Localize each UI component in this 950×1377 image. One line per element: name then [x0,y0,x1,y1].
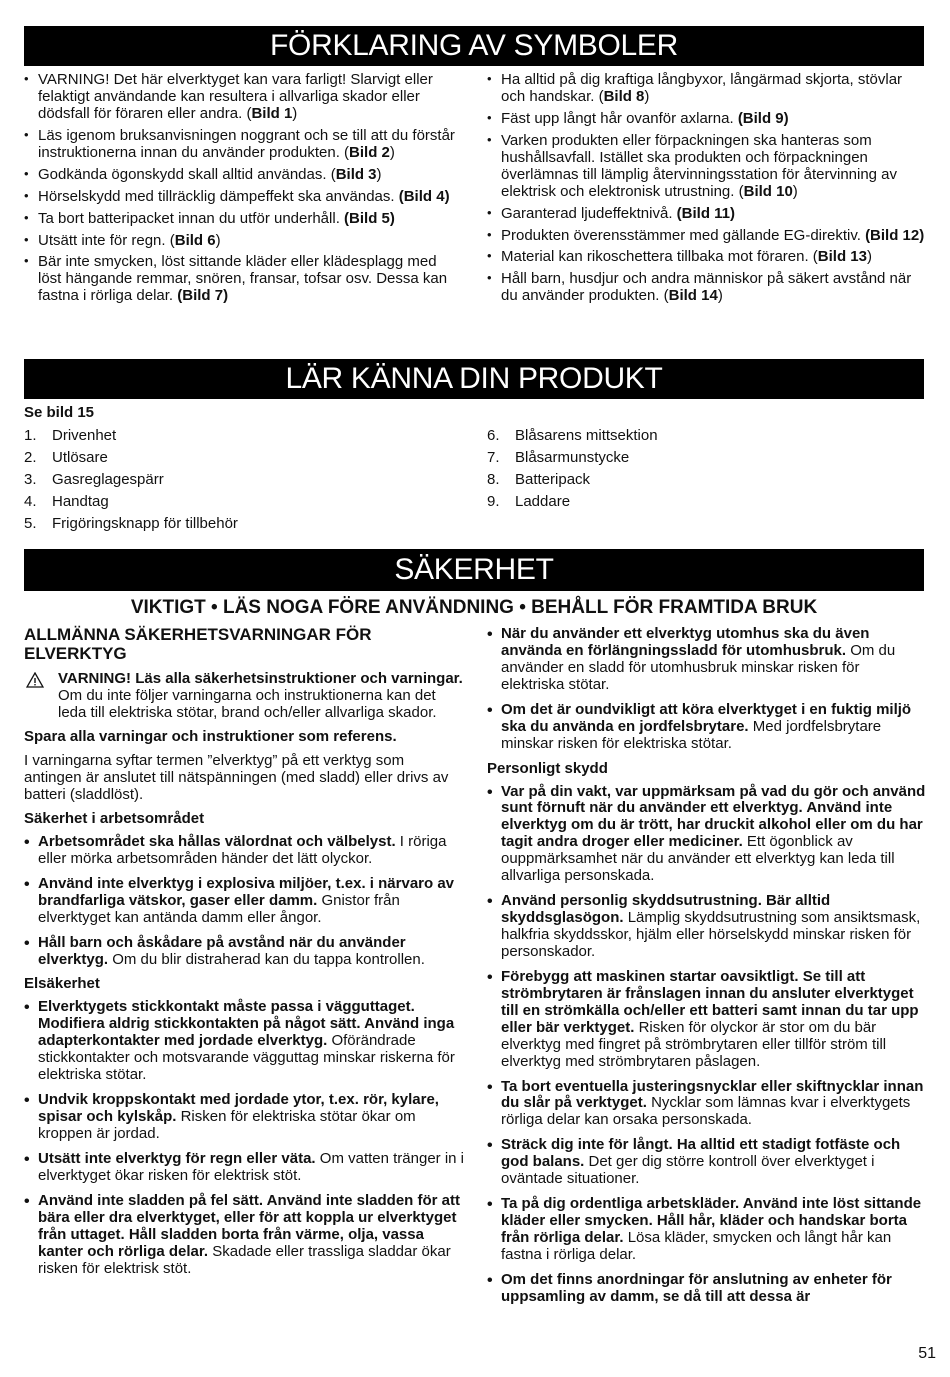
part-label: Handtag [52,492,109,510]
section-banner-product [24,359,924,399]
section-title-safety: SÄKERHET [394,553,554,586]
figure-ref: (Bild 7) [177,287,229,305]
symbol-text: Varken produkten eller förpackningen ska hanteras som hushållsavfall. Istället ska produkten och förpackningen överlämnas till lämplig återvinningsstation för återvinning av elektrisk och elektronisk utrustning. ( [501,131,898,200]
part-label: Blåsarmunstycke [515,448,630,466]
figure-ref: (Bild 4) [398,187,450,205]
part-item [487,494,927,511]
important-strip: VIKTIGT • LÄS NOGA FÖRE ANVÄNDNING • BEHÅLL FÖR FRAMTIDA BRUK [130,597,818,618]
symbol-text-end: ) [292,104,298,122]
personal-list [487,784,927,1306]
symbol-item [24,72,464,123]
safety-item-bold: Sträck dig inte för långt. Ha alltid ett stadigt fotfäste och god balans. [501,1136,901,1171]
symbol-item [24,189,464,206]
part-label: Batteripack [515,470,591,488]
part-item [487,450,927,467]
part-number: 3. [24,470,37,488]
part-number: 9. [487,492,500,510]
safety-item [24,1092,464,1143]
safety-item-text: Gnistor från elverktyget kan antända damm eller ångor. [38,891,400,926]
symbol-text: Läs igenom bruksanvisningen noggrant och se till att du förstår instruktionerna innan du använder produkten. ( [38,126,455,161]
symbol-text: Utsätt inte för regn. ( [38,231,175,249]
safety-item [487,626,927,694]
symbol-item [24,167,464,184]
symbol-text: Ta bort batteripacket innan du utför underhåll. [38,209,345,227]
section-banner-safety [24,549,924,591]
symbol-text-end: ) [215,231,221,249]
safety-item-text: Om du blir distraherad kan du tappa kontrollen. [108,950,425,968]
symbol-text: Håll barn, husdjur och andra människor på säkert avstånd när du använder produkten. ( [501,270,912,305]
safety-item-text: Ett ögonblick av ouppmärksamhet när du använder ett elverktyg kan leda till allvarliga personskada. [501,833,895,885]
symbol-text-end: ) [376,165,382,183]
part-item [24,428,464,445]
figure-ref: Bild 1 [251,104,293,122]
term-definition: I varningarna syftar termen ”elverktyg” på ett verktyg som antingen är anslutet till nätspänningen (med sladd) eller drivs av batteri (sladdlöst). [24,752,449,803]
symbol-item [24,211,464,228]
safety-item-bold: Använd personlig skyddsutrustning. Bär alltid skyddsglasögon. [501,892,831,927]
outdoor-list [487,626,927,753]
figure-ref: Bild 10 [743,182,793,200]
safety-item-text: Oförändrade stickkontakter och motsvarande vägguttag minskar riskerna för elektriska stötar. [38,1032,455,1084]
symbol-text: Fäst upp långt hår ovanför axlarna. [501,109,738,127]
symbol-text: Garanterad ljudeffektnivå. [501,204,677,222]
symbol-text: Produkten överensstämmer med gällande EG-direktiv. [501,226,866,244]
parts-list-left [24,428,464,533]
safety-item [487,1272,927,1306]
safety-item-bold: När du använder ett elverktyg utomhus ska du även använda en förlängningssladd för utomhusbruk. [501,625,870,659]
symbol-item [24,128,464,162]
safety-item [487,1137,927,1188]
part-number: 4. [24,492,37,510]
part-label: Drivenhet [52,426,117,444]
figure-ref: Bild 14 [668,287,718,305]
part-number: 1. [24,426,37,444]
figure-ref: Bild 3 [335,165,377,183]
safety-item [24,1193,464,1278]
part-item [487,472,927,489]
work-area-list [24,834,464,969]
symbol-text-end: ) [389,143,395,161]
electric-heading: Elsäkerhet [24,975,100,993]
part-label: Blåsarens mittsektion [515,427,658,444]
figure-ref: (Bild 5) [344,209,395,227]
part-number: 5. [24,514,37,532]
symbols-right-column [487,72,927,310]
warning-text: Om du inte följer varningarna och instruktionerna kan det leda till elektriska stötar, brand och/eller allvarliga skador. [58,687,437,722]
product-left-column [24,405,464,538]
part-item [24,494,464,511]
symbol-item [487,206,927,223]
safety-item-text: Med jordfelsbrytare minskar risken för elektriska stötar. [501,717,882,752]
safety-item-text: Det ger dig större kontroll över elverktyget i oväntade situationer. [501,1153,875,1188]
keep-instructions: Spara alla varningar och instruktioner som referens. [24,728,397,746]
section-title-symbols: FÖRKLARING AV SYMBOLER [270,29,678,62]
part-label: Gasreglagespärr [52,470,164,488]
symbol-text-end: ) [866,248,872,266]
product-right-column [487,428,927,516]
figure-ref: (Bild 9) [737,109,789,127]
symbol-item [487,249,927,266]
part-label: Frigöringsknapp för tillbehör [52,514,238,532]
symbol-text: Material kan rikoschettera tillbaka mot föraren. ( [501,248,818,266]
safety-item-bold: Använd inte sladden på fel sätt. Använd inte sladden för att bära eller dra elverktyget, eller för att koppla ur elverktyget från uttaget. Håll sladden borta från värme, olja, vassa kanter och rörliga delar. [38,1191,461,1260]
safety-item-text: Nycklar som lämnas kvar i elverktygets rörliga delar kan orsaka personskada. [501,1094,911,1129]
part-number: 7. [487,448,500,466]
figure-ref: Bild 8 [603,87,645,105]
safety-item [487,784,927,886]
safety-item-text: I röriga eller mörka arbetsområden händer det lätt olyckor. [38,832,447,867]
figure-ref: Bild 6 [174,231,216,249]
safety-item-text: Risken för olyckor är stor om du bär elverktyg med fingret på strömbrytaren eller tillför ström till elverktyg med strömbrytaren påslagen. [501,1018,887,1070]
part-number: 6. [487,427,500,444]
figure-ref: Bild 13 [817,248,867,266]
symbol-item [487,72,927,106]
symbol-text-end: ) [644,87,650,105]
personal-heading: Personligt skydd [487,759,608,777]
symbol-text: Hörselskydd med tillräcklig dämpeffekt ska användas. [38,187,399,205]
parts-list-right [487,428,927,511]
safety-item-bold: Var på din vakt, var uppmärksam på vad du gör och använd sunt förnuft när du använder ett elverktyg. Använd inte elverktyg om du är trött, har druckit alkohol eller om du har tagit andra droger eller mediciner. [501,782,926,851]
safety-item [24,935,464,969]
safety-item-bold: Ta på dig ordentliga arbetskläder. Använd inte löst sittande kläder eller smycken. Håll hår, kläder och handskar borta från rörliga delar. [501,1195,922,1246]
figure-ref: Bild 2 [349,143,390,161]
electric-list [24,999,464,1277]
safety-item-bold: Ta bort eventuella justeringsnycklar eller skiftnycklar innan du slår på verktyget. [501,1077,924,1112]
safety-item-bold: Undvik kroppskontakt med jordade ytor, t.ex. rör, kylare, spisar och kylskåp. [38,1091,439,1125]
symbol-item [487,228,927,245]
symbol-list-right [487,72,927,305]
safety-item-text: Lösa kläder, smycken och långt hår kan fastna i rörliga delar. [501,1229,892,1263]
symbol-item [24,254,464,305]
safety-right-column [487,626,927,1314]
part-item [24,450,464,467]
part-label: Utlösare [52,448,108,466]
safety-item [24,1151,464,1185]
safety-item-text: Skadade eller trassliga sladdar ökar risken för elektrisk stöt. [38,1242,451,1277]
product-see-figure: Se bild 15 [24,404,95,421]
safety-item [24,876,464,927]
safety-item [487,1196,927,1264]
safety-item [487,702,927,753]
safety-left-column [24,626,464,1285]
symbol-text-end: ) [792,182,798,200]
symbol-item [487,133,927,201]
warning-block [24,671,464,722]
safety-item-bold: Arbetsområdet ska hållas välordnat och välbelyst. [38,832,396,850]
part-item [487,428,927,445]
safety-item-text: Lämplig skyddsutrustning som ansiktsmask, halkfria skyddsskor, hjälm eller hörselskydd minskar risken för personskador. [501,909,921,960]
symbol-text: Godkända ögonskydd skall alltid användas. ( [38,165,336,183]
part-item [24,516,464,533]
symbol-text: Bär inte smycken, löst sittande kläder eller klädesplagg med löst hängande remmar, snören, fransar, tofsar osv. Dessa kan fastna i rörliga delar. [38,253,448,305]
safety-item-text: Risken för elektriska stötar ökar om kroppen är jordad. [38,1108,416,1142]
symbol-list-left [24,72,464,305]
part-label: Laddare [515,492,571,510]
safety-item-bold: Håll barn och åskådare på avstånd när du använder elverktyg. [38,933,406,968]
symbol-item [24,233,464,250]
part-number: 8. [487,470,500,488]
symbol-text-end: ) [717,287,723,305]
safety-item-text: Om du använder en sladd för utomhusbruk minskar risken för elektriska stötar. [501,641,896,693]
symbol-text: Ha alltid på dig kraftiga långbyxor, långärmad skjorta, stövlar och handskar. ( [501,71,903,105]
safety-item [487,969,927,1071]
symbol-text: VARNING! Det här elverktyget kan vara farligt! Slarvigt eller felaktigt användande kan resultera i allvarliga skador eller dödsfall för föraren eller andra. ( [38,71,433,122]
symbol-item [487,111,927,128]
safety-item [487,893,927,961]
safety-item-bold: Om det finns anordningar för anslutning av enheter för uppsamling av damm, se då till att dessa är [501,1270,892,1305]
figure-ref: (Bild 12) [865,226,925,244]
symbol-item [487,271,927,305]
safety-item [24,999,464,1084]
safety-item-bold: Förebygg att maskinen startar oavsiktligt. Se till att strömbrytaren är frånslagen innan du ansluter elverktyget till en strömkälla och/eller ett batteri samt innan du tar upp eller bär verktyget. [501,967,919,1036]
safety-item-bold: Elverktygets stickkontakt måste passa i vägguttaget. Modifiera aldrig stickkontakten på något sätt. Använd inga adapterkontakter med jordade elverktyg. [38,998,455,1050]
symbols-left-column [24,72,464,310]
page-number: 51 [918,1344,936,1362]
safety-item [24,834,464,868]
safety-item [487,1079,927,1130]
part-number: 2. [24,448,37,466]
warning-bold: VARNING! Läs alla säkerhetsinstruktioner och varningar. [58,670,463,688]
section-banner-symbols [24,26,924,66]
safety-item-bold: Om det är oundvikligt att köra elverktyget i en fuktig miljö ska du använda en jordfelsbrytare. [501,700,912,735]
part-item [24,472,464,489]
safety-item-bold: Använd inte elverktyg i explosiva miljöer, t.ex. i närvaro av brandfarliga vätskor, gaser eller damm. [38,874,455,909]
safety-item-text: Om vatten tränger in i elverktyget ökar risken för elektrisk stöt. [38,1149,465,1184]
warning-triangle-icon [26,672,44,688]
safety-item-bold: Utsätt inte elverktyg för regn eller väta. [38,1149,316,1167]
section-title-product: LÄR KÄNNA DIN PRODUKT [285,362,663,395]
figure-ref: (Bild 11) [676,204,736,222]
general-safety-heading: ALLMÄNNA SÄKERHETSVARNINGAR FÖR ELVERKTYG [24,625,372,663]
work-area-heading: Säkerhet i arbetsområdet [24,809,205,827]
